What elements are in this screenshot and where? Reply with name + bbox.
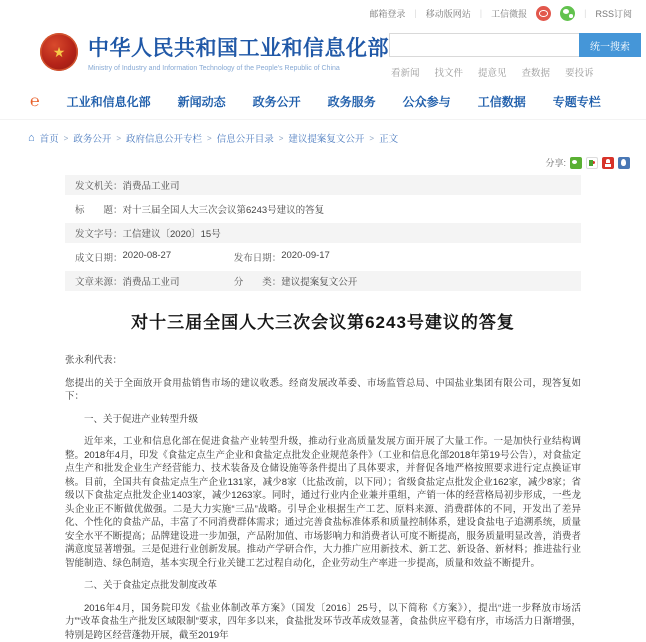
gongxin-weibo-link[interactable]: 工信微报 — [491, 7, 527, 20]
share-weibo-icon[interactable] — [602, 157, 614, 169]
miit-logo-icon: ℮ — [30, 96, 40, 108]
breadcrumb-disclosure-catalog[interactable]: 信息公开目录 — [217, 131, 274, 145]
share-wechat-icon[interactable] — [570, 157, 582, 169]
masthead — [0, 26, 646, 85]
meta-label: 发文字号： — [75, 226, 123, 240]
top-utility-bar — [0, 0, 646, 26]
wechat-icon[interactable] — [560, 6, 575, 21]
divider: | — [414, 8, 416, 18]
nav-item-special-topics[interactable]: 专题专栏 — [553, 93, 601, 110]
main-nav — [0, 85, 646, 119]
article-section-heading: 一、关于促进产业转型升级 — [65, 413, 581, 427]
divider: | — [480, 8, 482, 18]
search-area — [389, 28, 641, 79]
breadcrumb-separator: > — [64, 134, 69, 143]
meta-value: 对十三届全国人大三次会议第6243号建议的答复 — [123, 202, 325, 216]
meta-label: 文章来源： — [75, 274, 123, 288]
meta-value: 2020-09-17 — [281, 250, 330, 264]
breadcrumb-separator: > — [116, 134, 121, 143]
quick-link-news[interactable]: 看新闻 — [391, 65, 420, 79]
site-brand[interactable] — [40, 32, 389, 72]
meta-value: 2020-08-27 — [123, 250, 172, 264]
meta-value: 建议提案复文公开 — [281, 274, 357, 288]
article-paragraph: 张永利代表： — [65, 354, 581, 368]
mail-login-link[interactable]: 邮箱登录 — [369, 7, 405, 20]
share-label: 分享: — [545, 156, 566, 169]
nav-item-gov-services[interactable]: 政务服务 — [328, 93, 376, 110]
meta-label: 分 类： — [234, 274, 282, 288]
meta-row-document-number — [65, 223, 581, 243]
document-meta-table — [65, 175, 581, 291]
quick-link-data[interactable]: 查数据 — [522, 65, 551, 79]
meta-label: 发文机关： — [75, 178, 123, 192]
breadcrumb-separator: > — [279, 134, 284, 143]
meta-label: 标 题： — [75, 202, 123, 216]
article-body — [65, 354, 581, 642]
divider: | — [584, 8, 586, 18]
meta-row-source-category — [65, 271, 581, 291]
search-input[interactable] — [389, 33, 579, 57]
meta-label: 发布日期： — [234, 250, 282, 264]
article-section-heading: 二、关于食盐定点批发制度改革 — [65, 579, 581, 593]
rss-link[interactable]: RSS订阅 — [595, 7, 632, 20]
site-subtitle: Ministry of Industry and Information Technology of the People's Republic of China — [88, 65, 389, 72]
meta-value: 消费品工业司 — [123, 274, 180, 288]
mobile-site-link[interactable]: 移动版网站 — [426, 7, 471, 20]
search-button[interactable]: 统一搜索 — [579, 33, 641, 57]
weibo-icon[interactable] — [536, 6, 551, 21]
breadcrumb-home[interactable]: 首页 — [40, 131, 59, 145]
quick-links — [389, 65, 641, 79]
article-paragraph: 您提出的关于全面放开食用盐销售市场的建议收悉。经商发展改革委、市场监管总局、中国盐业集团有限公司，现答复如下： — [65, 377, 581, 404]
breadcrumb-disclosure-column[interactable]: 政府信息公开专栏 — [126, 131, 202, 145]
share-qq-icon[interactable] — [618, 157, 630, 169]
article-title: 对十三届全国人大三次会议第6243号建议的答复 — [40, 308, 606, 333]
meta-label: 成文日期： — [75, 250, 123, 264]
meta-row-title — [65, 199, 581, 219]
share-row — [0, 149, 646, 174]
nav-item-gov-disclosure[interactable]: 政务公开 — [253, 93, 301, 110]
site-title: 中华人民共和国工业和信息化部 — [88, 32, 389, 62]
home-icon: ⌂ — [28, 134, 35, 143]
meta-value: 工信建议〔2020〕15号 — [123, 226, 221, 240]
breadcrumb-separator: > — [207, 134, 212, 143]
share-qzone-icon[interactable] — [586, 157, 598, 169]
nav-item-miit[interactable]: 工业和信息化部 — [67, 93, 151, 110]
meta-row-issuing-agency — [65, 175, 581, 195]
breadcrumb-separator: > — [369, 134, 374, 143]
national-emblem-logo — [40, 33, 78, 71]
star-icon: ★ — [53, 44, 66, 61]
meta-value: 消费品工业司 — [123, 178, 180, 192]
article-paragraph: 近年来，工业和信息化部在促进食盐产业转型升级，推动行业高质量发展方面开展了大量工作。一是加快行业结构调整。2018年4月，印发《食盐定点生产企业和食盐定点批发企业规范条件》（工业和信息化部2018年第19号公告），对食盐定点生产和批发企业生产经营能力、技术装备及仓储设施等条件提出了具体要求，并督促各地严格按照要求进行定点换证审核。目前，全国共有食盐定点生产企业131家，减少8家（比盐改前，以下同）；省级食盐定点批发企业162家，减少8家；省级以下食盐定点批发企业1403家，减少1263家。同时，通过行业内企业兼并重组，产销一体的经营格局初步形成，一些龙头企业正不断做优做强。二是大力实施“三品”战略。引导企业根据生产工艺、原料来源、消费群体的不同，开发出了差异化、个性化的食盐产品，丰富了不同消费群体需求；通过完善食盐标准体系和质量控制体系，建设食盐电子追溯系统，质量安全水平不断提高；品牌建设进一步加强，产品附加值、市场影响力和消费者认可度不断提高，服务质量明显改善，消费者满意度显著增强。三是促进行业创新发展。推动产学研合作，大力推广应用新技术、新工艺、新设备、新材料；推进盐行业智能制造、绿色制造，基本实现全行业关键工艺过程自动化，企业劳动生产率进一步提高，质量和效益不断提升。 — [65, 435, 581, 570]
breadcrumb-gov-disclosure[interactable]: 政务公开 — [73, 131, 111, 145]
quick-link-feedback[interactable]: 提意见 — [478, 65, 507, 79]
nav-item-news[interactable]: 新闻动态 — [178, 93, 226, 110]
breadcrumb-proposal-replies[interactable]: 建议提案复文公开 — [288, 131, 364, 145]
breadcrumb-current-article[interactable]: 正文 — [379, 131, 398, 145]
breadcrumb — [0, 119, 646, 149]
quick-link-complaint[interactable]: 要投诉 — [565, 65, 594, 79]
meta-row-dates — [65, 247, 581, 267]
article-paragraph: 2016年4月，国务院印发《盐业体制改革方案》（国发〔2016〕25号，以下简称《方案》），提出“进一步释放市场活力”“改革食盐生产批发区域限制”要求，四年多以来，食盐批发环节改革成效显著，食盐供应平稳有序，市场活力日渐增强，特别是跨区经营蓬勃开展，截至2019年 — [65, 602, 581, 642]
nav-item-gongxin-data[interactable]: 工信数据 — [478, 93, 526, 110]
quick-link-documents[interactable]: 找文件 — [435, 65, 464, 79]
nav-item-public-participation[interactable]: 公众参与 — [403, 93, 451, 110]
